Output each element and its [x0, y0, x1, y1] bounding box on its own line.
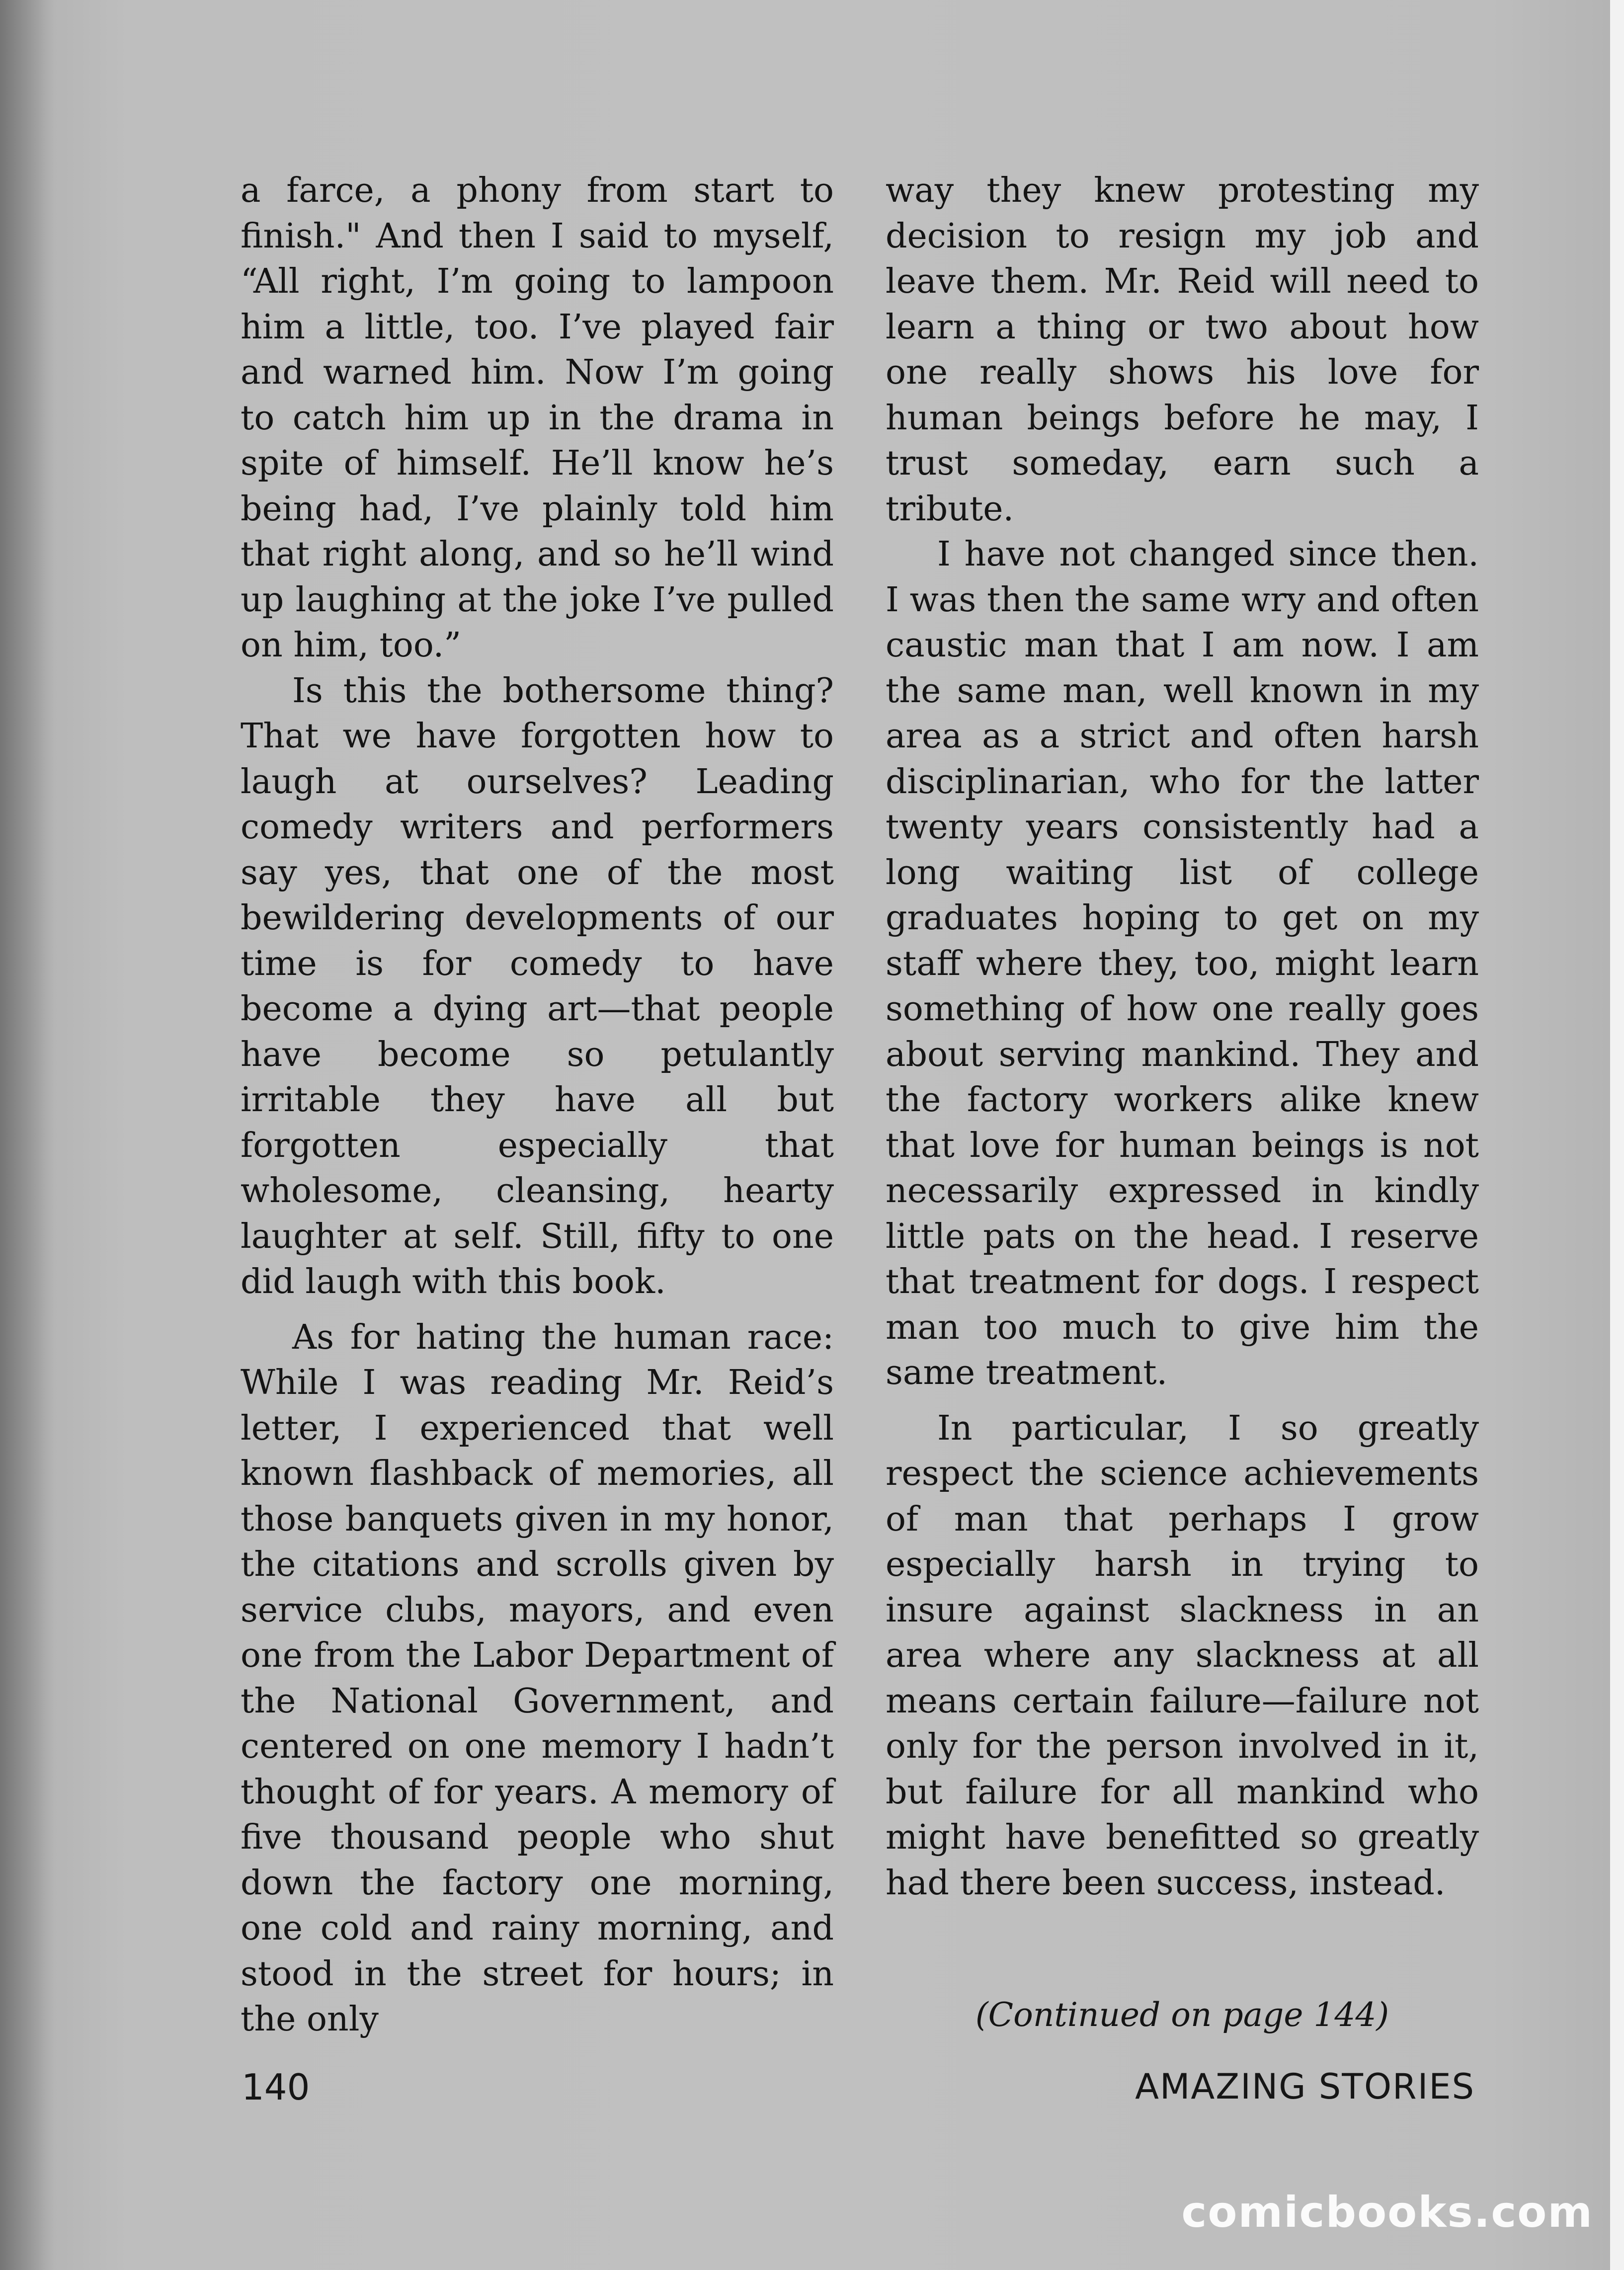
paragraph: way they knew protesting my decision to resign my job and leave them. Mr. Reid will need to learn a thing or two about how one really shows his love for human beings before he may, I trust someday, earn such a tribute. [886, 171, 1479, 529]
paragraph: I have not changed since then. I was then the same wry and often caustic man that I am now. I am the same man, well known in my area as a strict and often harsh disciplinarian, who for the latter twenty years consistently had a long waiting list of college graduates hoping to get on my staff where they, too, might learn something of how one really goes about serving mankind. They and the factory workers alike knew that love for human beings is not necessarily expressed in kindly little pats on the head. I reserve that treatment for dogs. I respect man too much to give him the same treatment. [886, 535, 1479, 1392]
paragraph: In particular, I so greatly respect the science achievements of man that perhaps I grow especially harsh in trying to insure against slackness in an area where any slackness at all means certain failure—failure not only for the person involved in it, but failure for all mankind who might have benefitted so greatly had there been success, instead. [886, 1408, 1479, 1903]
right-text-column [886, 168, 1479, 1906]
watermark: comicbooks.com [1181, 2188, 1593, 2237]
left-text-column [241, 168, 834, 2042]
binding-shadow [0, 0, 55, 2270]
page-number: 140 [242, 2066, 310, 2108]
page-edge [1610, 0, 1624, 2270]
continued-note: (Continued on page 144) [975, 1996, 1389, 2034]
magazine-title: AMAZING STORIES [1135, 2066, 1475, 2107]
paragraph: As for hating the human race: While I was reading Mr. Reid’s letter, I experienced that well known flashback of memories, all those banquets given in my honor, the citations and scrolls given by service clubs, mayors, and even one from the Labor Department of the National Government, and centered on one memory I hadn’t thought of for years. A memory of five thousand people who shut down the factory one morning, one cold and rainy morning, and stood in the street for hours; in the only [241, 1317, 834, 2039]
paragraph: a farce, a phony from start to finish." And then I said to myself, “All right, I’m going to lampoon him a little, too. I’ve played fair and warned him. Now I’m going to catch him up in the drama in spite of himself. He’ll know he’s being had, I’ve plainly told him that right along, and so he’ll wind up laughing at the joke I’ve pulled on him, too.” [241, 171, 834, 665]
paragraph: Is this the bothersome thing? That we have forgotten how to laugh at ourselves? Leading comedy writers and performers say yes, that one of the most bewildering developments of our time is for comedy to have become a dying art—that people have become so petulantly irritable they have all but forgotten especially that wholesome, cleansing, hearty laughter at self. Still, fifty to one did laugh with this book. [241, 671, 834, 1301]
